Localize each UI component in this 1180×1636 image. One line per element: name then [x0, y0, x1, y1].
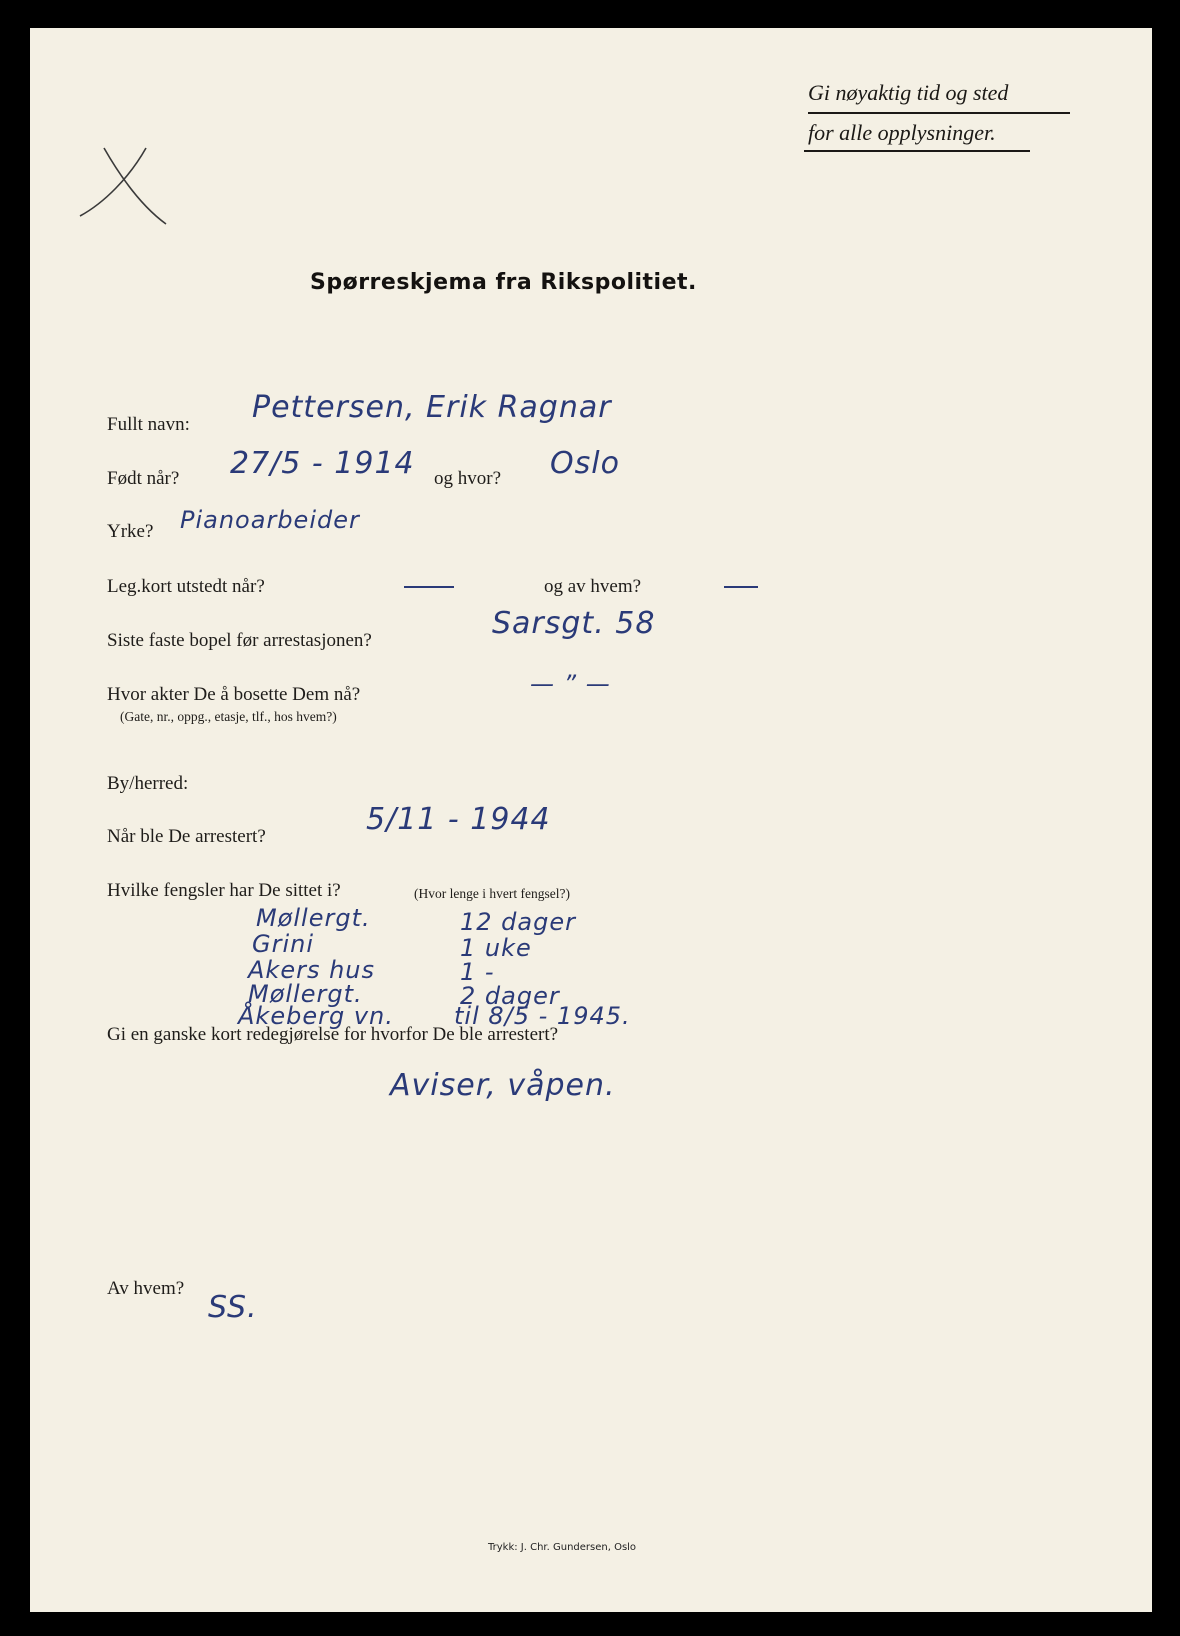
born-when-label: Født når?	[107, 468, 180, 489]
new-address-value: — ” —	[530, 670, 611, 698]
by-whom-value: SS.	[208, 1290, 258, 1325]
prison-entry-duration: 1 -	[460, 958, 495, 986]
new-address-hint: (Gate, nr., oppg., etasje, tlf., hos hvem?)	[120, 709, 337, 724]
id-card-when-dash	[404, 586, 454, 588]
page-title: Spørreskjema fra Rikspolitiet.	[310, 270, 697, 295]
printer-footer: Trykk: J. Chr. Gundersen, Oslo	[488, 1542, 637, 1553]
id-card-when-label: Leg.kort utstedt når?	[107, 576, 265, 597]
corner-note-line1: Gi nøyaktig tid og sted	[808, 80, 1009, 105]
corner-note-rule2	[804, 150, 1030, 152]
full-name-label: Fullt navn:	[107, 414, 190, 435]
full-name-value: Pettersen, Erik Ragnar	[252, 390, 612, 425]
prison-entry-place: Grini	[252, 930, 315, 958]
id-card-by-value	[730, 563, 761, 598]
id-card-when-value	[425, 563, 456, 598]
last-address-label: Siste faste bopel før arrestasjonen?	[107, 630, 372, 651]
id-card-by-dash	[724, 586, 758, 588]
prison-entry-duration: 1 uke	[460, 934, 532, 962]
id-card-by-label: og av hvem?	[544, 576, 642, 597]
prisons-label: Hvilke fengsler har De sittet i?	[107, 880, 341, 901]
prison-entry-duration: til 8/5 - 1945.	[454, 1002, 631, 1030]
born-when-value: 27/5 - 1914	[230, 446, 415, 481]
cross-mark-icon	[74, 138, 174, 238]
reason-value: Aviser, våpen.	[390, 1068, 616, 1103]
arrested-when-value: 5/11 - 1944	[366, 802, 551, 837]
arrested-when-label: Når ble De arrestert?	[107, 826, 266, 847]
form-page	[30, 28, 1152, 1612]
prison-entry-place: Møllergt.	[256, 904, 371, 932]
occupation-value: Pianoarbeider	[180, 506, 360, 534]
prison-entry-duration: 12 dager	[460, 908, 576, 936]
by-whom-label: Av hvem?	[107, 1278, 185, 1299]
occupation-label: Yrke?	[107, 521, 154, 542]
city-label: By/herred:	[107, 773, 189, 794]
reason-label: Gi en ganske kort redegjørelse for hvorfor De ble arrestert?	[107, 1024, 559, 1045]
corner-note-rule1	[808, 112, 1070, 114]
prison-entry-place: Akers hus	[248, 956, 376, 984]
prison-entry-duration: 2 dager	[460, 982, 560, 1010]
prison-entry-place: Åkeberg vn.	[238, 1002, 394, 1030]
prisons-hint: (Hvor lenge i hvert fengsel?)	[414, 886, 570, 901]
corner-note-line2: for alle opplysninger.	[808, 120, 996, 145]
last-address-value: Sarsgt. 58	[492, 606, 656, 641]
prison-entry-place: Møllergt.	[248, 980, 363, 1008]
new-address-label: Hvor akter De å bosette Dem nå?	[107, 684, 361, 705]
born-where-label: og hvor?	[434, 468, 502, 489]
born-where-value: Oslo	[550, 446, 620, 481]
